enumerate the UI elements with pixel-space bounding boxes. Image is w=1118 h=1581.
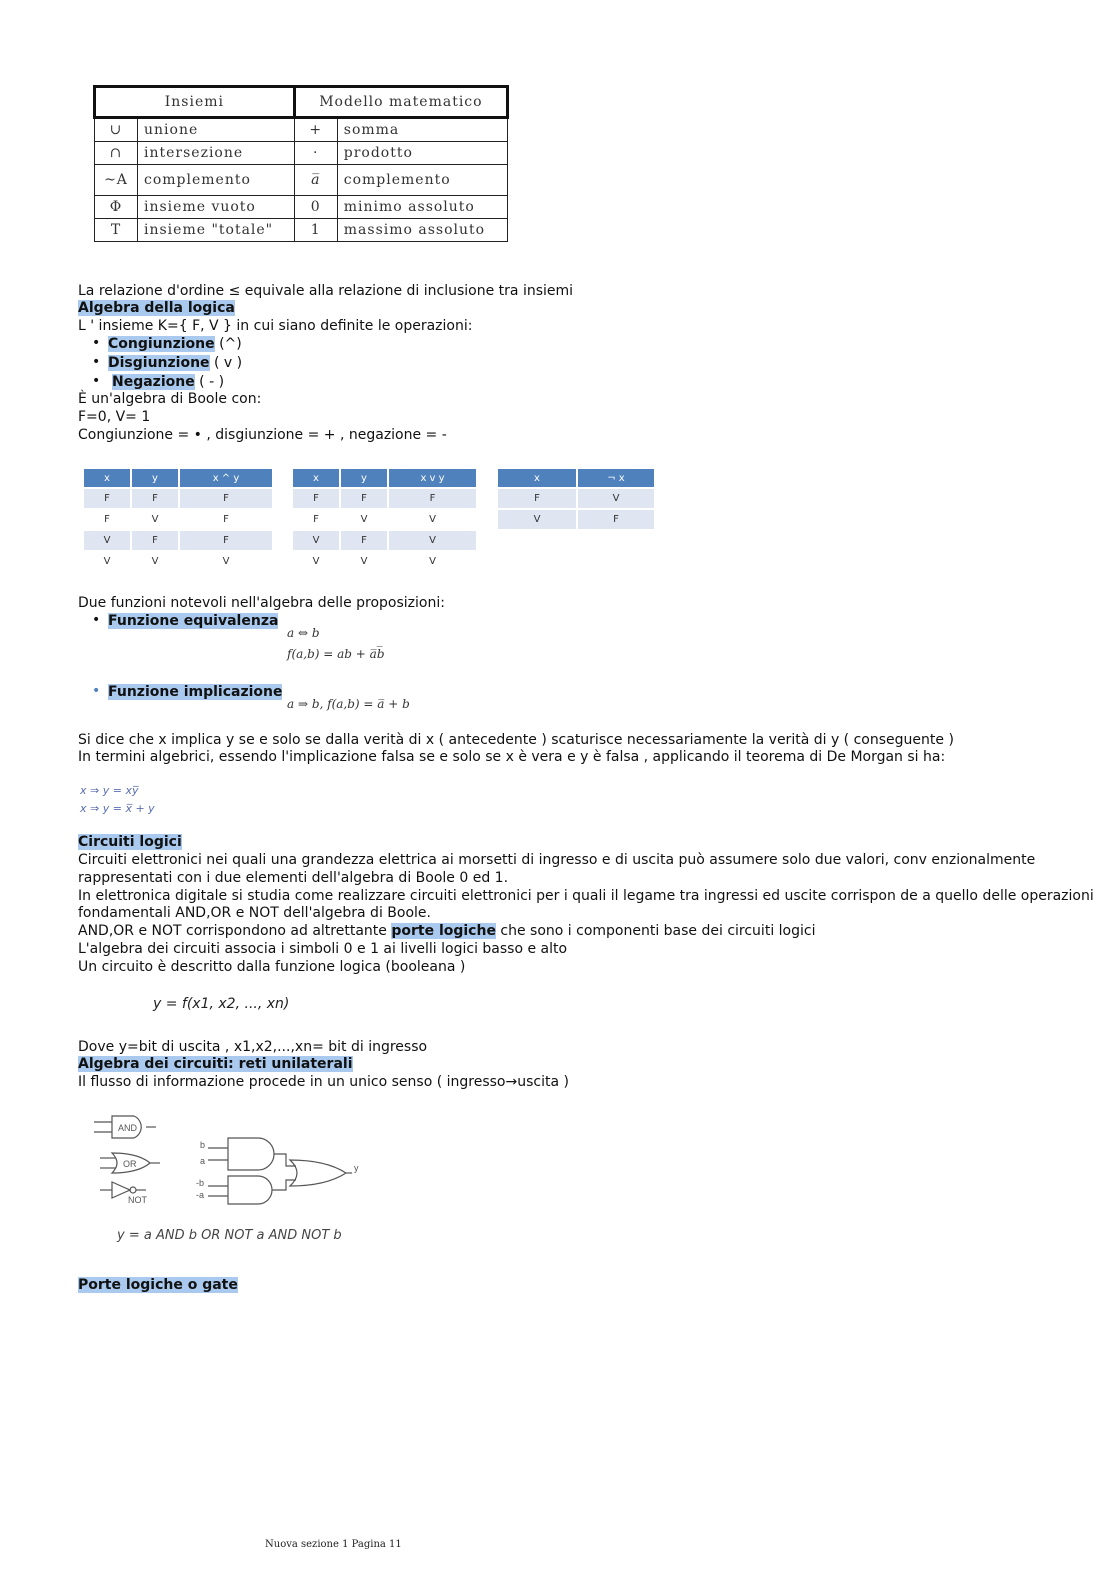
math-name: somma: [337, 118, 507, 142]
sets-row: [95, 219, 508, 242]
not-label: NOT: [128, 1195, 147, 1205]
tt-cell: F: [180, 531, 272, 550]
bullet-dot: •: [92, 612, 101, 628]
sets-row: [95, 142, 508, 165]
tt-cell: V: [293, 552, 339, 571]
equivalenza-formula-1: a ⇔ b: [287, 626, 320, 640]
table-row: [293, 552, 476, 571]
math-symbol: ·: [294, 142, 337, 165]
tt-cell: V: [293, 531, 339, 550]
order-relation-text: La relazione d'ordine ≤ equivale alla relazione di inclusione tra insiemi: [78, 283, 574, 299]
set-name: insieme vuoto: [138, 196, 295, 219]
bullet-dot: •: [92, 354, 101, 370]
text-fragment: AND,OR e NOT corrispondono ad altrettante: [78, 923, 392, 939]
math-name: complemento: [337, 165, 507, 196]
implicazione-formula: a ⇒ b, f(a,b) = a̅ + b: [287, 697, 410, 711]
tt-cell: F: [84, 510, 130, 529]
tt-cell: V: [84, 531, 130, 550]
input-not-b-label: -b: [196, 1178, 205, 1188]
tt-cell: F: [341, 531, 387, 550]
set-symbol: ∩: [95, 142, 138, 165]
set-symbol: ∪: [95, 118, 138, 142]
circuiti-text-3: In elettronica digitale si studia come realizzare circuiti elettronici per i quali il legame tra ingressi ed uscite corrispon de a quello delle operazioni: [78, 888, 1094, 904]
table-row: [84, 531, 272, 550]
math-name: prodotto: [337, 142, 507, 165]
si-dice-text: Si dice che x implica y se e solo se dalla verità di x ( antecedente ) scaturisce necessariamente la verità di y ( conseguente ): [78, 732, 954, 748]
tt-cell: F: [293, 489, 339, 508]
negazione-label: Negazione: [112, 374, 195, 390]
heading-circuiti-logici: Circuiti logici: [78, 834, 182, 850]
or-label: OR: [123, 1159, 137, 1169]
fv-text: F=0, V= 1: [78, 409, 151, 425]
funzione-implicazione-label: Funzione implicazione: [108, 684, 283, 700]
disgiunzione-symbol: ( v ): [209, 355, 243, 371]
truth-table-or: [291, 467, 478, 573]
tt-cell: V: [180, 552, 272, 571]
sets-header-insiemi: Insiemi: [95, 87, 295, 118]
set-name: insieme "totale": [138, 219, 295, 242]
circuiti-text-6: L'algebra dei circuiti associa i simboli 0 e 1 ai livelli logici basso e alto: [78, 941, 568, 957]
set-name: intersezione: [138, 142, 295, 165]
table-row: [498, 489, 654, 508]
set-symbol: Φ: [95, 196, 138, 219]
tt-cell: F: [293, 510, 339, 529]
circuiti-text-4: fondamentali AND,OR e NOT dell'algebra di Boole.: [78, 905, 431, 921]
tt-cell: F: [132, 531, 178, 550]
in-termini-text: In termini algebrici, essendo l'implicazione falsa se e solo se x è vera e y è falsa , applicando il teorema di De Morgan si ha:: [78, 749, 946, 765]
math-symbol: 1: [294, 219, 337, 242]
page-footer: Nuova sezione 1 Pagina 11: [265, 1539, 402, 1550]
circuiti-text-2: rappresentati con i due elementi dell'algebra di Boole 0 ed 1.: [78, 870, 509, 886]
text-fragment: che sono i componenti base dei circuiti logici: [495, 923, 816, 939]
boole-text: È un'algebra di Boole con:: [78, 391, 262, 407]
input-a-label: a: [200, 1156, 206, 1166]
tt-header: y: [341, 469, 387, 487]
tt-header: x ^ y: [180, 469, 272, 487]
de-morgan-formula-2: x ⇒ y = x̅ + y: [80, 802, 155, 815]
tt-cell: V: [132, 552, 178, 571]
disgiunzione-label: Disgiunzione: [108, 355, 210, 371]
tt-cell: V: [132, 510, 178, 529]
table-row: [84, 510, 272, 529]
insieme-k-text: L ' insieme K={ F, V } in cui siano definite le operazioni:: [78, 318, 473, 334]
set-name: unione: [138, 118, 295, 142]
funzione-equivalenza-label: Funzione equivalenza: [108, 613, 279, 629]
table-row: [293, 489, 476, 508]
math-symbol: a̅: [294, 165, 337, 196]
table-row: [293, 531, 476, 550]
logic-gates-diagram: [90, 1108, 370, 1208]
congiunzione-label: Congiunzione: [108, 336, 215, 352]
output-y-label: y: [354, 1163, 359, 1173]
tt-cell: F: [578, 510, 654, 529]
table-row: [84, 552, 272, 571]
table-row: [498, 510, 654, 529]
list-item: [108, 335, 242, 353]
tt-cell: V: [341, 552, 387, 571]
tt-cell: F: [132, 489, 178, 508]
tt-header: ¬ x: [578, 469, 654, 487]
tt-cell: V: [578, 489, 654, 508]
truth-table-not: [496, 467, 656, 531]
tt-header: x: [293, 469, 339, 487]
negazione-symbol: ( - ): [194, 374, 225, 390]
tt-cell: F: [180, 510, 272, 529]
sets-row: [95, 196, 508, 219]
heading-algebra-logica: Algebra della logica: [78, 300, 235, 316]
tt-cell: V: [389, 531, 476, 550]
table-row: [293, 510, 476, 529]
list-item: [112, 373, 224, 391]
input-not-a-label: -a: [196, 1190, 205, 1200]
tt-header: x: [498, 469, 576, 487]
sets-table: [93, 85, 509, 242]
table-row: [84, 489, 272, 508]
bullet-dot: •: [92, 373, 101, 389]
equivalenza-formula-2: f(a,b) = ab + a̅b̅: [287, 647, 385, 661]
tt-cell: V: [341, 510, 387, 529]
tt-cell: F: [389, 489, 476, 508]
and-label: AND: [118, 1123, 138, 1133]
list-item: [108, 354, 242, 372]
dove-text: Dove y=bit di uscita , x1,x2,...,xn= bit di ingresso: [78, 1039, 428, 1055]
circuiti-text-7: Un circuito è descritto dalla funzione logica (booleana ): [78, 959, 466, 975]
bullet-dot: •: [92, 335, 101, 351]
math-name: minimo assoluto: [337, 196, 507, 219]
set-symbol: ~A: [95, 165, 138, 196]
circuit-icon: [208, 1138, 352, 1204]
tt-cell: F: [498, 489, 576, 508]
tt-cell: F: [341, 489, 387, 508]
math-symbol: 0: [294, 196, 337, 219]
porte-logiche-highlight: porte logiche: [391, 923, 496, 939]
tt-header: y: [132, 469, 178, 487]
ops-text: Congiunzione = • , disgiunzione = + , negazione = -: [78, 427, 447, 443]
math-symbol: +: [294, 118, 337, 142]
set-symbol: T: [95, 219, 138, 242]
tt-cell: V: [389, 510, 476, 529]
input-b-label: b: [200, 1140, 206, 1150]
due-funzioni-text: Due funzioni notevoli nell'algebra delle proposizioni:: [78, 595, 445, 611]
tt-header: x v y: [389, 469, 476, 487]
sets-row: [95, 165, 508, 196]
flusso-text: Il flusso di informazione procede in un unico senso ( ingresso→uscita ): [78, 1074, 569, 1090]
sets-header-modello: Modello matematico: [294, 87, 507, 118]
bullet-dot: •: [92, 683, 101, 699]
boolean-function-formula: y = f(x1, x2, ..., xn): [153, 996, 290, 1012]
de-morgan-formula-1: x ⇒ y = xy̅: [80, 784, 139, 797]
circuit-formula: y = a AND b OR NOT a AND NOT b: [117, 1228, 342, 1243]
heading-porte-logiche: Porte logiche o gate: [78, 1277, 238, 1293]
tt-cell: V: [389, 552, 476, 571]
circuiti-text-5: [78, 922, 815, 940]
congiunzione-symbol: (^): [214, 336, 242, 352]
heading-reti-unilaterali: Algebra dei circuiti: reti unilaterali: [78, 1056, 353, 1072]
circuiti-text-1: Circuiti elettronici nei quali una grandezza elettrica ai morsetti di ingresso e di uscita può assumere solo due valori, conv enzionalmente: [78, 852, 1036, 868]
tt-cell: V: [84, 552, 130, 571]
tt-cell: V: [498, 510, 576, 529]
math-name: massimo assoluto: [337, 219, 507, 242]
set-name: complemento: [138, 165, 295, 196]
sets-row: [95, 118, 508, 142]
tt-cell: F: [84, 489, 130, 508]
tt-header: x: [84, 469, 130, 487]
truth-table-and: [82, 467, 274, 573]
tt-cell: F: [180, 489, 272, 508]
